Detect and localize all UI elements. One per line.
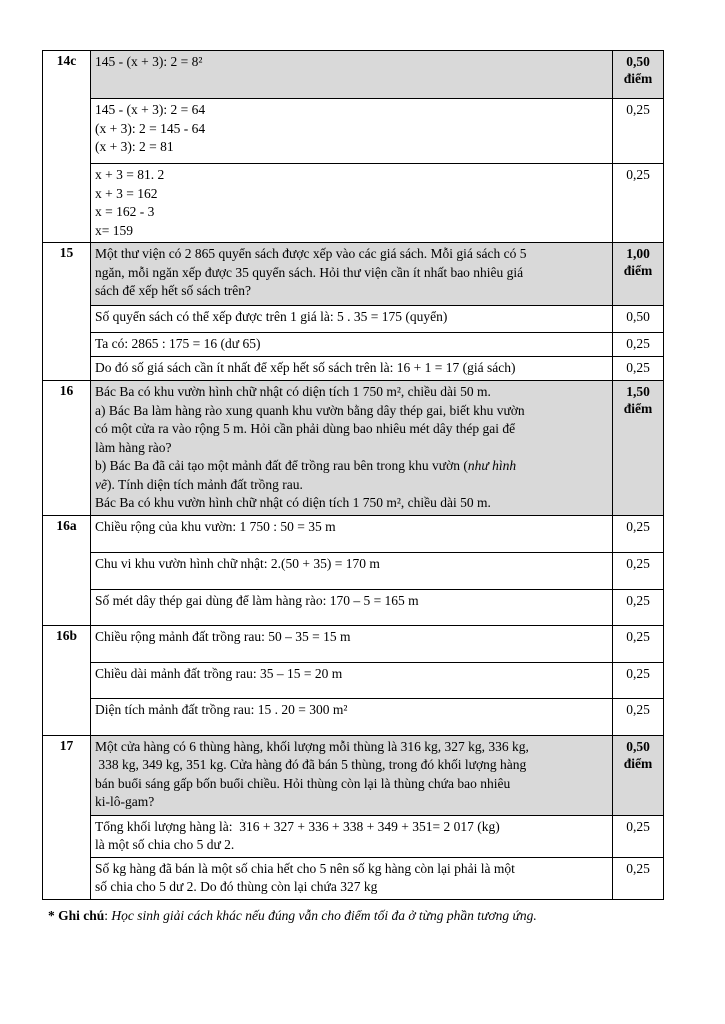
points-cell: 0,50 điểm (613, 735, 664, 815)
content-cell (91, 164, 613, 243)
points-cell: 0,50 (613, 306, 664, 333)
content-line: bán buổi sáng gấp bốn buổi chiều. Hỏi thùng còn lại là thùng chứa bao nhiêu (95, 775, 511, 791)
question-id-cell: 16a (43, 515, 91, 625)
table-row (43, 815, 664, 857)
table-row (43, 589, 664, 625)
content-line: số chia cho 5 dư 2. Do đó thùng còn lại chứa 327 kg (95, 879, 378, 894)
content-segment: b) Bác Ba đã cải tạo một mảnh đất để trồng rau bên trong khu vườn ( (95, 458, 468, 473)
content-cell (91, 381, 613, 516)
footnote (48, 907, 688, 926)
content-line: x = 162 - 3 (95, 204, 155, 219)
table-row (43, 735, 664, 815)
content-line: Số mét dây thép gai dùng để làm hàng rào: 170 – 5 = 165 m (95, 592, 419, 608)
table-row (43, 357, 664, 381)
content-cell (91, 589, 613, 625)
footnote-segment: Học sinh giải cách khác nếu đúng vẫn cho điểm tối đa ở từng phần tương ứng. (111, 907, 537, 923)
points-cell: 0,25 (613, 333, 664, 357)
content-line: a) Bác Ba làm hàng rào xung quanh khu vườn bằng dây thép gai, biết khu vườn (95, 402, 525, 418)
content-line: Số kg hàng đã bán là một số chia hết cho 5 nên số kg hàng còn lại phải là một (95, 860, 515, 876)
points-cell: 1,00 điểm (613, 243, 664, 306)
table-row (43, 99, 664, 164)
question-id-cell: 16b (43, 625, 91, 735)
content-line: (x + 3): 2 = 81 (95, 139, 174, 154)
table-row (43, 857, 664, 899)
content-cell (91, 306, 613, 333)
content-cell (91, 625, 613, 662)
points-cell: 0,25 (613, 552, 664, 589)
content-cell (91, 698, 613, 735)
content-line: Ta có: 2865 : 175 = 16 (dư 65) (95, 336, 261, 351)
points-cell: 0,25 (613, 857, 664, 899)
content-line: 145 - (x + 3): 2 = 64 (95, 102, 206, 117)
content-segment: ). Tính diện tích mảnh đất trồng rau. (106, 476, 303, 492)
points-cell: 0,25 (613, 589, 664, 625)
content-line: Do đó số giá sách cần ít nhất để xếp hết số sách trên là: 16 + 1 = 17 (giá sách) (95, 360, 516, 375)
points-cell: 0,25 (613, 515, 664, 552)
content-line: Chiều rộng mảnh đất trồng rau: 50 – 35 = 15 m (95, 628, 351, 644)
content-line: có một cửa ra vào rộng 5 m. Hỏi cần phải dùng bao nhiêu mét dây thép gai để (95, 421, 516, 436)
content-line: Bác Ba có khu vườn hình chữ nhật có diện tích 1 750 m², chiều dài 50 m. (95, 495, 491, 510)
content-line (95, 476, 608, 495)
question-id-cell: 14c (43, 51, 91, 243)
content-line: là một số chia cho 5 dư 2. (95, 837, 235, 852)
content-line: Số quyển sách có thể xếp được trên 1 giá là: 5 . 35 = 175 (quyển) (95, 309, 448, 324)
content-cell (91, 515, 613, 552)
content-cell (91, 735, 613, 815)
content-line: Chiều rộng của khu vườn: 1 750 : 50 = 35 m (95, 518, 336, 534)
content-cell (91, 333, 613, 357)
table-row (43, 515, 664, 552)
content-segment: như hình (467, 458, 517, 473)
points-cell: 1,50 điểm (613, 381, 664, 516)
content-line: Diện tích mảnh đất trồng rau: 15 . 20 = 300 m² (95, 701, 348, 717)
table-row (43, 51, 664, 99)
content-cell (91, 857, 613, 899)
table-row (43, 333, 664, 357)
content-line: Bác Ba có khu vườn hình chữ nhật có diện tích 1 750 m², chiều dài 50 m. (95, 384, 491, 399)
content-line: Một cửa hàng có 6 thùng hàng, khối lượng mỗi thùng là 316 kg, 327 kg, 336 kg, (95, 738, 529, 754)
content-segment: vẽ (95, 476, 107, 492)
points-cell: 0,50 điểm (613, 51, 664, 99)
content-line: ki-lô-gam? (95, 794, 155, 809)
content-line: làm hàng rào? (95, 439, 172, 455)
content-cell (91, 51, 613, 99)
content-line: 338 kg, 349 kg, 351 kg. Cửa hàng đó đã bán 5 thùng, trong đó khối lượng hàng (95, 757, 527, 772)
table-row (43, 662, 664, 698)
footnote-segment: * Ghi chú (48, 907, 105, 923)
content-line: ngăn, mỗi ngăn xếp được 35 quyển sách. Hỏi thư viện cần ít nhất bao nhiêu giá (95, 264, 524, 280)
table-row (43, 381, 664, 516)
points-cell: 0,25 (613, 698, 664, 735)
content-line: Một thư viện có 2 865 quyển sách được xếp vào các giá sách. Mỗi giá sách có 5 (95, 246, 527, 261)
content-line: sách để xếp hết số sách trên? (95, 283, 251, 298)
table-row (43, 164, 664, 243)
points-cell: 0,25 (613, 662, 664, 698)
question-id-cell: 16 (43, 381, 91, 516)
content-cell (91, 552, 613, 589)
points-cell: 0,25 (613, 99, 664, 164)
points-cell: 0,25 (613, 625, 664, 662)
rubric-table (42, 50, 664, 900)
points-cell: 0,25 (613, 164, 664, 243)
table-row (43, 243, 664, 306)
content-line: Tổng khối lượng hàng là: 316 + 327 + 336 + 338 + 349 + 351= 2 017 (kg) (95, 818, 500, 834)
content-cell (91, 815, 613, 857)
question-id-cell: 17 (43, 735, 91, 899)
table-row (43, 306, 664, 333)
content-cell (91, 243, 613, 306)
table-row (43, 552, 664, 589)
question-id-cell: 15 (43, 243, 91, 381)
points-cell: 0,25 (613, 815, 664, 857)
points-cell: 0,25 (613, 357, 664, 381)
content-line: (x + 3): 2 = 145 - 64 (95, 120, 206, 136)
content-cell (91, 357, 613, 381)
content-line: x + 3 = 162 (95, 185, 158, 201)
content-cell (91, 99, 613, 164)
content-cell (91, 662, 613, 698)
content-line: Chiều dài mảnh đất trồng rau: 35 – 15 = 20 m (95, 665, 343, 681)
content-line: Chu vi khu vườn hình chữ nhật: 2.(50 + 35) = 170 m (95, 555, 380, 571)
content-line: x + 3 = 81. 2 (95, 167, 165, 182)
content-line (95, 457, 608, 476)
content-line: x= 159 (95, 222, 133, 238)
table-row (43, 698, 664, 735)
footnote-segment: : (104, 907, 112, 923)
table-row (43, 625, 664, 662)
content-line: 145 - (x + 3): 2 = 8² (95, 54, 203, 69)
